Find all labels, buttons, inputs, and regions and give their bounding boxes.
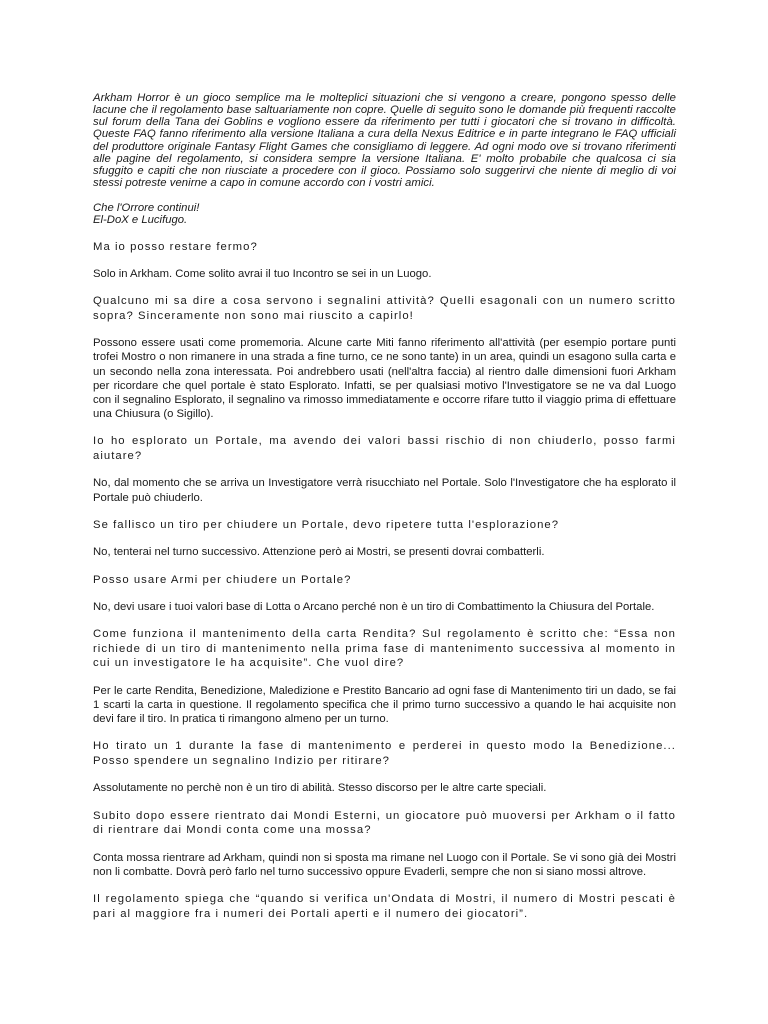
signature-block [93, 202, 676, 226]
intro-paragraph: Arkham Horror è un gioco semplice ma le molteplici situazioni che si vengono a creare, pongono spesso delle lacune che il regolamento base saltuariamente non copre. Quelle di seguito sono le domande più frequenti raccolte sul forum della Tana dei Goblins e vogliono essere da riferimento per tutti i giocatori che si trovano in difficoltà. Queste FAQ fanno riferimento alla versione Italiana a cura della Nexus Editrice e in parte integrano le FAQ ufficiali del produttore originale Fantasy Flight Games che consigliamo di leggere. Ad ogni modo ove si trovano riferimenti alle pagine del regolamento, si considera sempre la versione Italiana. E' molto probabile che qualcosa ci sia sfuggito e capiti che non riusciate a procedere con il gioco. Possiamo solo suggerirvi che niente di meglio di voi stessi potreste venirne a capo in comune accordo con i vostri amici. [93, 92, 676, 190]
signature-line-1: Che l'Orrore continui! [93, 202, 200, 215]
faq-question-1: Ma io posso restare fermo? [93, 240, 258, 253]
faq-question-3: Io ho esplorato un Portale, ma avendo dei valori bassi rischio di non chiuderlo, posso farmi aiutare? [93, 435, 676, 462]
faq-answer-4: No, tenterai nel turno successivo. Attenzione però ai Mostri, se presenti dovrai combatterli. [93, 546, 545, 559]
faq-answer-6: Per le carte Rendita, Benedizione, Maledizione e Prestito Bancario ad ogni fase di Mantenimento tiri un dado, se fai 1 scarti la carta in questione. Il regolamento specifica che il primo turno successivo a quando le hai acquisite non devi fare il tiro. In pratica ti rimangono almeno per un turno. [93, 684, 676, 726]
faq-answer-2: Possono essere usati come promemoria. Alcune carte Miti fanno riferimento all'attività (per esempio portare punti trofei Mostro o non rimanere in una strada a fine turno, ce ne sono tante) in un area, quindi un esagono sulla carta e un secondo nella zona interessata. Poi andrebbero usati (nell'altra faccia) al rientro dalle dimensioni fuori Arkham per ricordare che quel portale è stato Esplorato. Infatti, se per qualsiasi motivo l'Investigatore se ne va dal Luogo con il segnalino Esplorato, il segnalino va rimosso immediatamente e occorre rifare tutto il viaggio prima di effettuare una Chiusura (o Sigillo). [93, 337, 676, 421]
signature-line-2: El-DoX e Lucifugo. [93, 214, 188, 227]
faq-question-7: Ho tirato un 1 durante la fase di mantenimento e perderei in questo modo la Benedizione... Posso spendere un segnalino Indizio per ritirare? [93, 740, 676, 767]
faq-answer-1: Solo in Arkham. Come solito avrai il tuo Incontro se sei in un Luogo. [93, 268, 432, 281]
faq-question-6: Come funziona il mantenimento della carta Rendita? Sul regolamento è scritto che: “Essa non richiede di un tiro di mantenimento nella prima fase di mantenimento successiva al momento in cui un investigatore le ha acquisite”. Che vuol dire? [93, 628, 676, 670]
faq-question-8: Subito dopo essere rientrato dai Mondi Esterni, un giocatore può muoversi per Arkham o il fatto di rientrare dai Mondi conta come una mossa? [93, 809, 676, 837]
faq-answer-8: Conta mossa rientrare ad Arkham, quindi non si sposta ma rimane nel Luogo con il Portale. Se vi sono già dei Mostri non li combatte. Dovrà però farlo nel turno successivo oppure Evaderli, sempre che non si siano mossi altrove. [93, 851, 676, 878]
faq-question-4: Se fallisco un tiro per chiudere un Portale, devo ripetere tutta l'esplorazione? [93, 518, 560, 531]
faq-answer-3: No, dal momento che se arriva un Investigatore verrà risucchiato nel Portale. Solo l'Investigatore che ha esplorato il Portale può chiuderlo. [93, 477, 676, 504]
faq-question-2: Qualcuno mi sa dire a cosa servono i segnalini attività? Quelli esagonali con un numero scritto sopra? Sinceramente non sono mai riuscito a capirlo! [93, 295, 676, 322]
faq-answer-7: Assolutamente no perchè non è un tiro di abilità. Stesso discorso per le altre carte speciali. [93, 782, 547, 795]
faq-question-5: Posso usare Armi per chiudere un Portale? [93, 573, 352, 586]
faq-answer-5: No, devi usare i tuoi valori base di Lotta o Arcano perché non è un tiro di Combattimento la Chiusura del Portale. [93, 601, 655, 614]
faq-question-9: Il regolamento spiega che “quando si verifica un'Ondata di Mostri, il numero di Mostri pescati è pari al maggiore fra i numeri dei Portali aperti e il numero dei giocatori”. [93, 893, 676, 920]
